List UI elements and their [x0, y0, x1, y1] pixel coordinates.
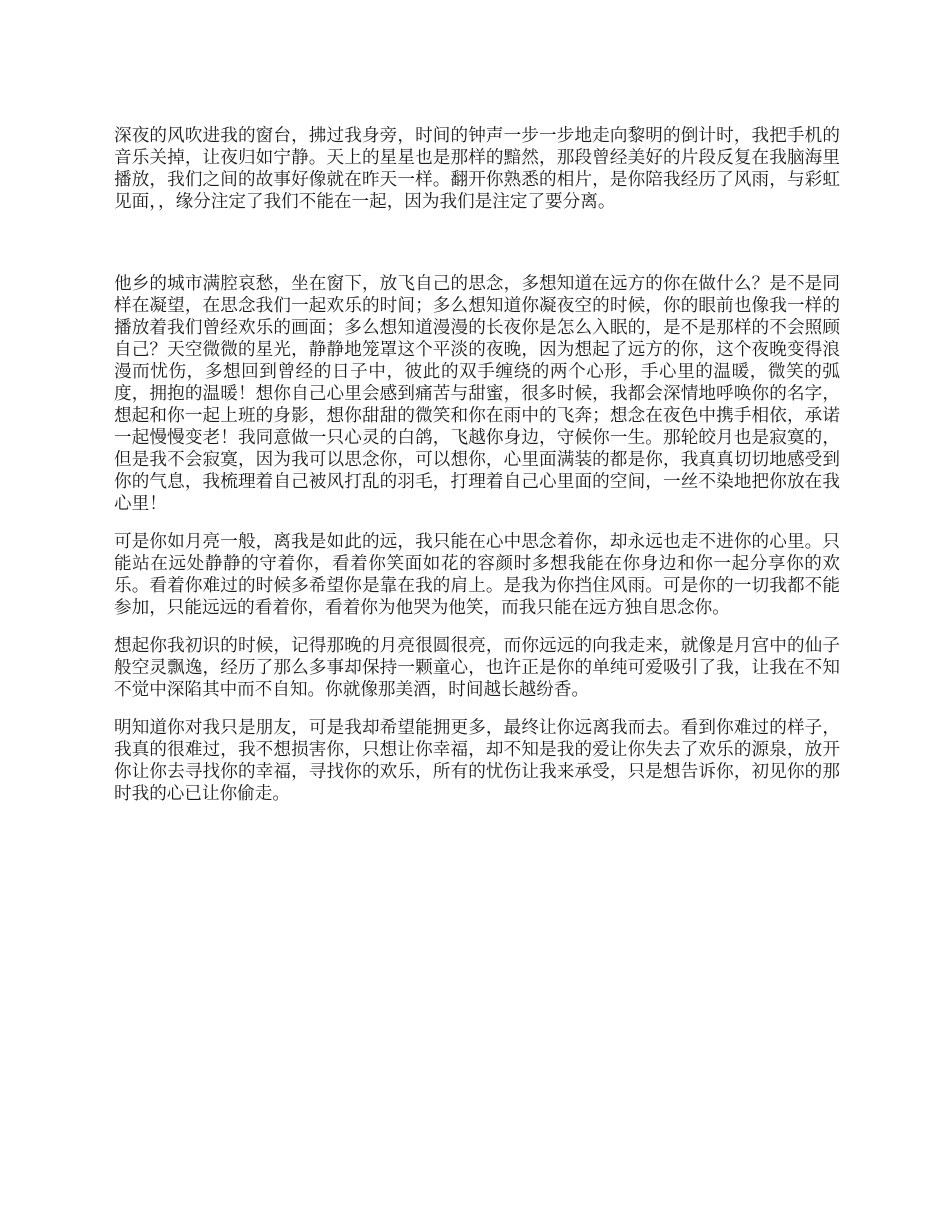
paragraph-1: 深夜的风吹进我的窗台，拂过我身旁，时间的钟声一步一步地走向黎明的倒计时，我把手机的音乐关掉，让夜归如宁静。天上的星星也是那样的黯然，那段曾经美好的片段反复在我脑海里播放，我们之间的故事好像就在昨天一样。翻开你熟悉的相片，是你陪我经历了风雨，与彩虹见面，，缘分注定了我们不能在一起，因为我们是注定了要分离。 [114, 126, 840, 212]
paragraph-2: 他乡的城市满腔哀愁，坐在窗下，放飞自己的思念，多想知道在远方的你在做什么？是不是同样在凝望，在思念我们一起欢乐的时间；多么想知道你凝夜空的时候，你的眼前也像我一样的播放着我们曾经欢乐的画面；多么想知道漫漫的长夜你是怎么入眠的，是不是那样的不会照顾自己？天空微微的星光，静静地笼罩这个平淡的夜晚，因为想起了远方的你，这个夜晚变得浪漫而忧伤，多想回到曾经的日子中，彼此的双手缠绕的两个心形，手心里的温暖，微笑的弧度，拥抱的温暖！想你自己心里会感到痛苦与甜蜜，很多时候，我都会深情地呼唤你的名字，想起和你一起上班的身影，想你甜甜的微笑和你在雨中的飞奔；想念在夜色中携手相依，承诺一起慢慢变老！我同意做一只心灵的白鸽，飞越你身边，守候你一生。那轮皎月也是寂寞的，但是我不会寂寞，因为我可以思念你，可以想你，心里面满装的都是你，我真真切切地感受到你的气息，我梳理着自己被风打乱的羽毛，打理着自己心里面的空间，一丝不染地把你放在我心里！ [114, 274, 840, 514]
document-body [114, 125, 840, 821]
paragraph-3: 可是你如月亮一般，离我是如此的远，我只能在心中思念着你，却永远也走不进你的心里。只能站在远处静静的守着你，看着你笑面如花的容颜时多想我能在你身边和你一起分享你的欢乐。看着你难过的时候多希望你是靠在我的肩上。是我为你挡住风雨。可是你的一切我都不能参加，只能远远的看着你，看着你为他哭为他笑，而我只能在远方独自思念你。 [114, 532, 840, 618]
paragraph-5: 明知道你对我只是朋友，可是我却希望能拥更多，最终让你远离我而去。看到你难过的样子，我真的很难过，我不想损害你，只想让你幸福，却不知是我的爱让你失去了欢乐的源泉，放开你让你去寻找你的幸福，寻找你的欢乐，所有的忧伤让我来承受，只是想告诉你，初见你的那时我的心已让你偷走。 [114, 718, 840, 804]
paragraph-4: 想起你我初识的时候，记得那晚的月亮很圆很亮，而你远远的向我走来，就像是月宫中的仙子般空灵飘逸，经历了那么多事却保持一颗童心，也许正是你的单纯可爱吸引了我，让我在不知不觉中深陷其中而不自知。你就像那美酒，时间越长越纷香。 [114, 636, 840, 700]
